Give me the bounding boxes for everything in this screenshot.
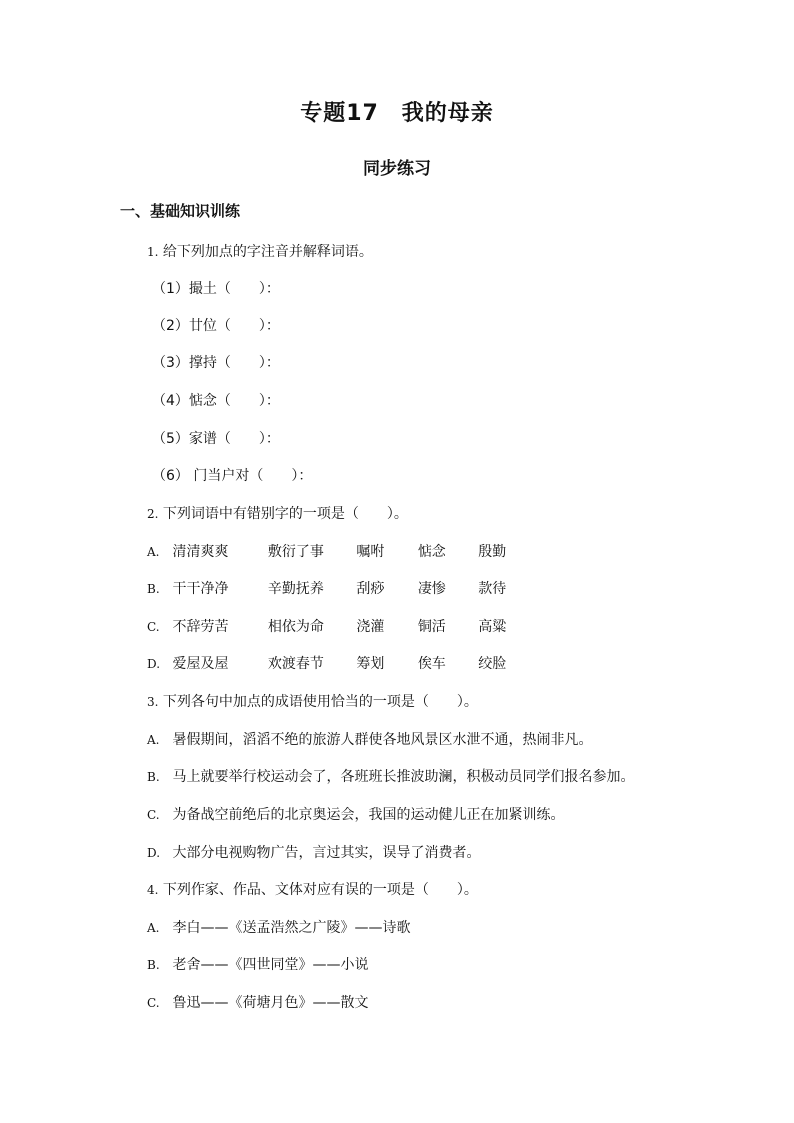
q2-option-a — [147, 542, 506, 562]
option-word: 敷衍了事 — [267, 544, 324, 560]
option-letter: B. — [147, 582, 160, 596]
option-word: 刮痧 — [356, 581, 385, 597]
option-word: 欢渡春节 — [267, 656, 324, 672]
option-text: 暑假期间，滔滔不绝的旅游人群使各地风景区水泄不通，热闹非凡。 — [172, 732, 593, 748]
question-number: 2. — [147, 507, 159, 521]
option-word: 殷勤 — [478, 544, 507, 560]
question-prompt: 给下列加点的字注音并解释词语。 — [162, 244, 373, 260]
q1-item-2: （2）廿位（ ）： — [152, 318, 280, 334]
question-prompt: 下列各句中加点的成语使用恰当的一项是（ ）。 — [162, 694, 478, 710]
option-text: 鲁迅——《荷塘月色》——散文 — [172, 995, 369, 1011]
q3-option-d — [147, 843, 480, 863]
question-number: 4. — [147, 883, 159, 897]
option-word: 铜活 — [417, 619, 446, 635]
option-word: 浇灌 — [356, 619, 385, 635]
option-text: 为备战空前绝后的北京奥运会，我国的运动健儿正在加紧训练。 — [172, 807, 565, 823]
question-number: 1. — [147, 245, 159, 259]
q1-item-5: （5）家谱（ ）： — [152, 431, 280, 447]
q4-option-a — [147, 918, 410, 938]
option-word: 俟车 — [417, 656, 446, 672]
option-word: 惦念 — [417, 544, 446, 560]
page-title: 专题17 我的母亲 — [300, 101, 494, 126]
page-subtitle: 同步练习 — [363, 159, 431, 179]
option-text: 老舍——《四世同堂》——小说 — [172, 957, 369, 973]
option-letter: D. — [147, 846, 161, 860]
question-1 — [147, 242, 373, 262]
q4-option-c — [147, 993, 368, 1013]
option-word: 款待 — [478, 581, 507, 597]
section-heading: 一、基础知识训练 — [120, 202, 241, 220]
option-letter: C. — [147, 620, 160, 634]
q1-item-1: （1）撮土（ ）： — [152, 281, 280, 297]
option-word: 不辞劳苦 — [172, 619, 229, 635]
option-letter: B. — [147, 770, 160, 784]
option-word: 嘱咐 — [356, 544, 385, 560]
q3-option-b — [147, 767, 634, 787]
option-letter: A. — [147, 921, 160, 935]
option-letter: B. — [147, 958, 160, 972]
option-letter: A. — [147, 733, 160, 747]
q2-option-b — [147, 579, 506, 599]
option-letter: C. — [147, 996, 160, 1010]
q1-item-3: （3）撑持（ ）： — [152, 355, 280, 371]
option-word: 高粱 — [478, 619, 507, 635]
option-word: 干干净净 — [172, 581, 229, 597]
option-text: 大部分电视购物广告，言过其实，误导了消费者。 — [172, 845, 481, 861]
option-text: 马上就要举行校运动会了，各班班长推波助澜，积极动员同学们报名参加。 — [172, 769, 635, 785]
question-3 — [147, 692, 478, 712]
question-prompt: 下列作家、作品、文体对应有误的一项是（ ）。 — [162, 882, 478, 898]
option-letter: A. — [147, 545, 160, 559]
option-word: 相依为命 — [267, 619, 324, 635]
option-letter: D. — [147, 657, 161, 671]
q3-option-c — [147, 805, 564, 825]
q4-option-b — [147, 955, 368, 975]
option-word: 辛勤抚养 — [267, 581, 324, 597]
option-word: 凄惨 — [417, 581, 446, 597]
q2-option-c — [147, 617, 506, 637]
option-text: 李白——《送孟浩然之广陵》——诗歌 — [172, 920, 411, 936]
option-word: 绞脸 — [478, 656, 507, 672]
option-letter: C. — [147, 808, 160, 822]
q3-option-a — [147, 730, 592, 750]
option-word: 爱屋及屋 — [172, 656, 229, 672]
question-4 — [147, 880, 478, 900]
q1-item-4: （4）惦念（ ）： — [152, 393, 280, 409]
q2-option-d — [147, 654, 506, 674]
option-word: 清清爽爽 — [172, 544, 229, 560]
question-number: 3. — [147, 695, 159, 709]
option-word: 筹划 — [356, 656, 385, 672]
question-2 — [147, 504, 408, 524]
q1-item-6: （6） 门当户对（ ）： — [152, 468, 313, 484]
question-prompt: 下列词语中有错别字的一项是（ ）。 — [162, 506, 408, 522]
